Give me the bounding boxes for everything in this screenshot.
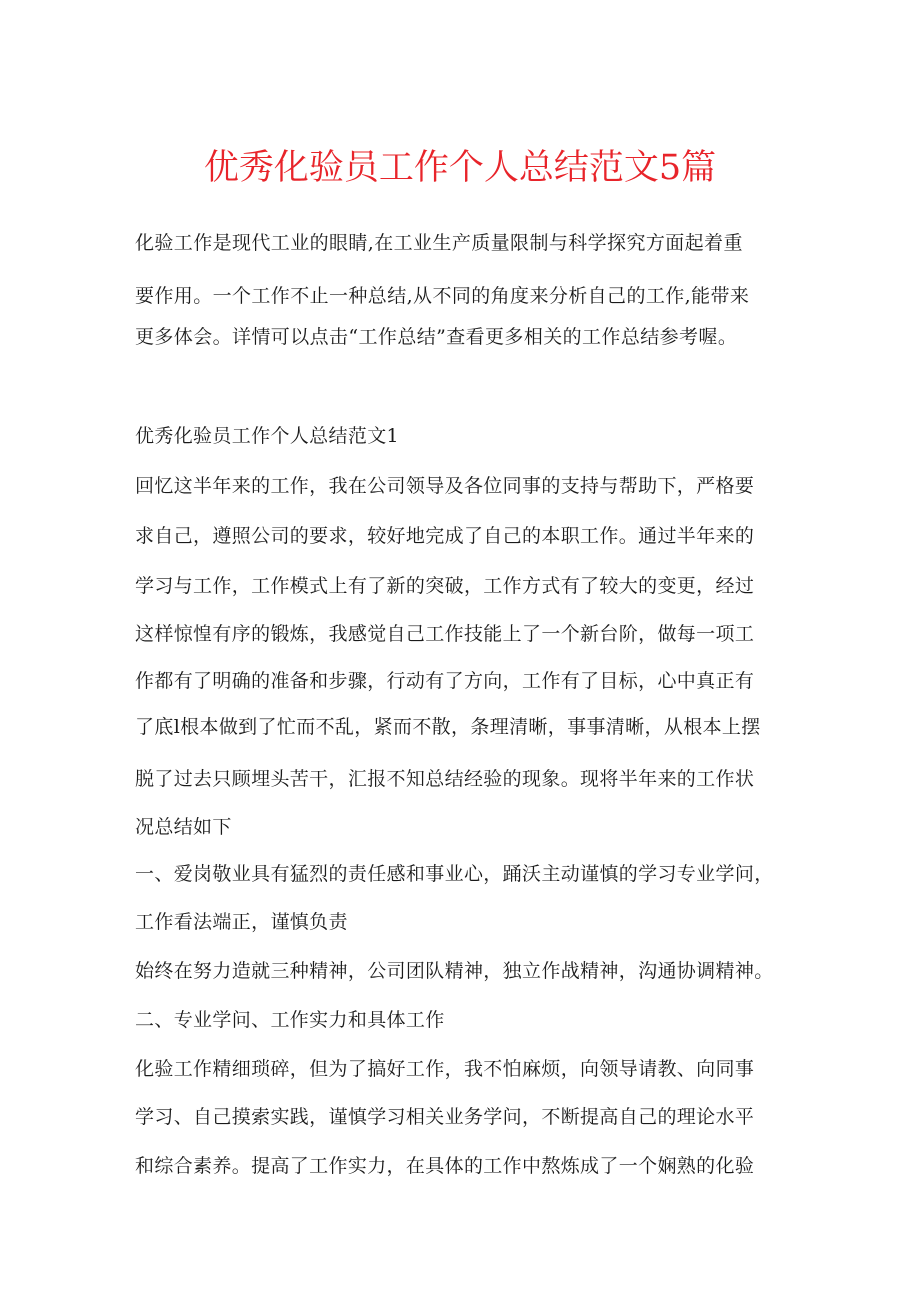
- body-line: 作都有了明确的准备和步骤，行动有了方向，工作有了目标，心中真正有: [135, 670, 755, 692]
- body-line: 学习与工作，工作模式上有了新的突破，工作方式有了较大的变更，经过: [135, 575, 755, 597]
- body-line: 始终在努力造就三种精神，公司团队精神，独立作战精神，沟通协调精神。: [135, 960, 774, 982]
- intro-line: 化验工作是现代工业的眼睛,在工业生产质量限制与科学探究方面起着重: [135, 232, 743, 254]
- body-line: 回忆这半年来的工作，我在公司领导及各位同事的支持与帮助下，严格要: [135, 475, 755, 497]
- body-line: 化验工作精细琐碎，但为了搞好工作，我不怕麻烦，向领导请教、向同事: [135, 1058, 755, 1080]
- body-line: 和综合素养。提高了工作实力，在具体的工作中熬炼成了一个娴熟的化验: [135, 1155, 755, 1177]
- intro-line: 更多体会。详情可以点击“工作总结”查看更多相关的工作总结参考喔。: [135, 326, 738, 348]
- body-line: 况总结如下: [135, 816, 232, 838]
- section-heading: 优秀化验员工作个人总结范文1: [135, 425, 399, 447]
- intro-line: 要作用。一个工作不止一种总结,从不同的角度来分析自己的工作,能带来: [135, 285, 750, 307]
- body-line: 工作看法端正，谨慎负责: [135, 911, 348, 933]
- body-line: 一、爱岗敬业具有猛烈的责任感和事业心，踊沃主动谨慎的学习专业学问，: [135, 863, 774, 885]
- document-title: 优秀化验员工作个人总结范文5篇: [203, 148, 717, 188]
- body-line: 脱了过去只顾埋头苦干，汇报不知总结经验的现象。现将半年来的工作状: [135, 768, 755, 790]
- body-line: 求自己，遵照公司的要求，较好地完成了自己的本职工作。通过半年来的: [135, 525, 755, 547]
- body-line: 这样惊惶有序的锻炼，我感觉自己工作技能上了一个新台阶，做每一项工: [135, 623, 755, 645]
- body-line: 学习、自己摸索实践，谨慎学习相关业务学问，不断提高自己的理论水平: [135, 1106, 755, 1128]
- body-line: 了底l根本做到了忙而不乱，紧而不散，条理清晰，事事清晰，从根本上摆: [135, 716, 761, 738]
- body-line: 二、专业学问、工作实力和具体工作: [135, 1009, 445, 1031]
